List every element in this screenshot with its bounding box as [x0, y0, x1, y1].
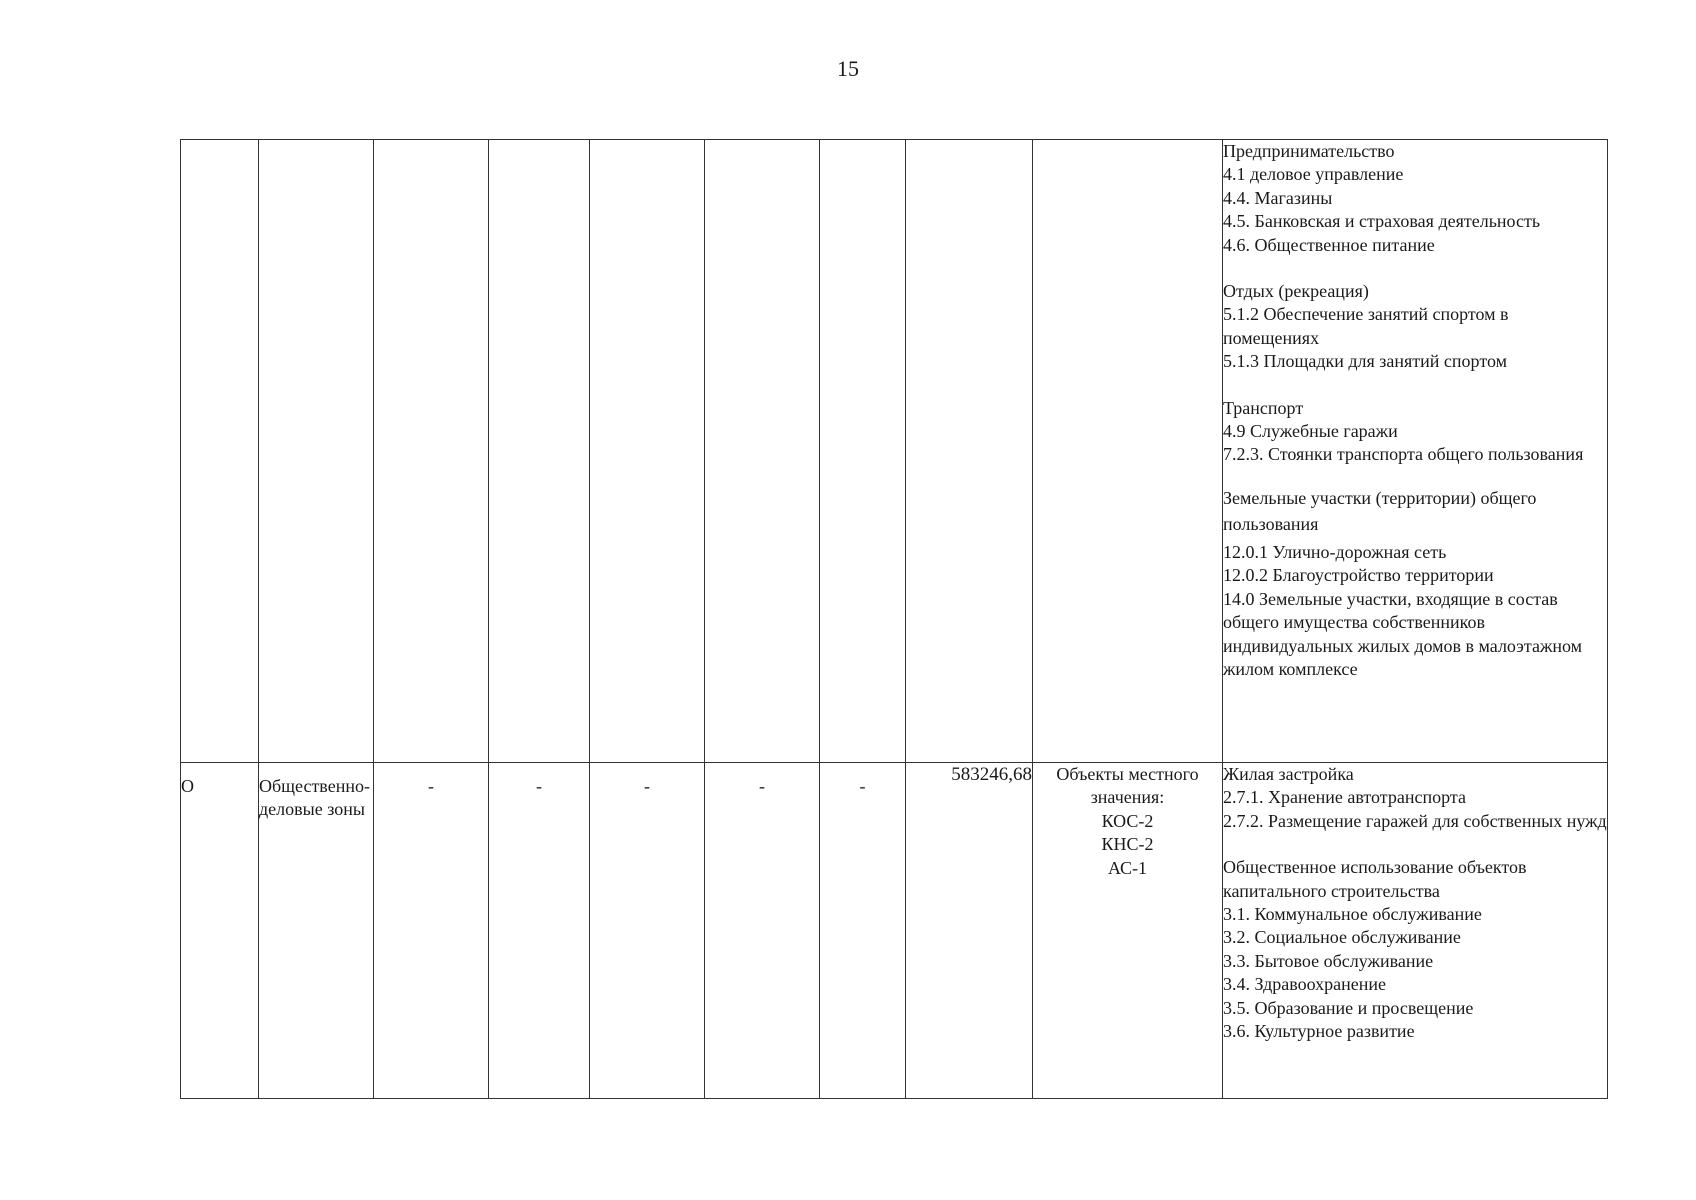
use-group-heading: Транспорт — [1223, 397, 1304, 418]
use-group — [1223, 397, 1607, 467]
use-group — [1223, 485, 1607, 681]
use-item: 4.1 деловое управление — [1223, 164, 1404, 185]
local-objects-cell — [1033, 763, 1223, 1099]
area-cell: 583246,68 — [906, 763, 1033, 1099]
page-number: 15 — [837, 56, 859, 81]
use-group-heading: Предпринимательство — [1223, 141, 1395, 161]
table-cell-empty — [906, 140, 1033, 763]
value-cell: - — [489, 763, 590, 1099]
use-item: 3.3. Бытовое обслуживание — [1223, 950, 1434, 971]
use-item: 5.1.3 Площадки для занятий спортом — [1223, 351, 1507, 372]
use-item: 12.0.2 Благоустройство территории — [1223, 565, 1494, 586]
use-item: 2.7.1. Хранение автотранспорта — [1223, 787, 1466, 808]
value-cell: - — [705, 763, 820, 1099]
use-group-heading: Общественное использование объектов капитального строительства — [1223, 857, 1527, 901]
use-group-heading: Земельные участки (территории) общего пользования — [1223, 487, 1537, 534]
local-objects-title: Объекты местного значения: — [1056, 764, 1199, 808]
use-item: 5.1.2 Обеспечение занятий спортом в помещениях — [1223, 304, 1509, 348]
use-group — [1223, 280, 1607, 374]
table-row — [181, 763, 1608, 1099]
use-item: 4.6. Общественное питание — [1223, 234, 1435, 255]
use-item: 7.2.3. Стоянки транспорта общего пользования — [1223, 444, 1584, 465]
use-item: 4.9 Служебные гаражи — [1223, 421, 1398, 442]
use-group — [1223, 856, 1607, 1043]
table-cell-empty — [374, 140, 489, 763]
use-item: 4.5. Банковская и страховая деятельность — [1223, 211, 1541, 232]
use-group-heading: Жилая застройка — [1223, 764, 1354, 784]
table-cell-empty — [590, 140, 705, 763]
use-item: 14.0 Земельные участки, входящие в состав общего имущества собственников индивидуальных жилых домов в малоэтажном жилом комплексе — [1223, 588, 1583, 679]
use-item: 2.7.2. Размещение гаражей для собственных нужд — [1223, 810, 1607, 831]
permitted-uses-cell — [1223, 140, 1608, 763]
table-cell-empty — [820, 140, 906, 763]
zone-code-cell: О — [181, 763, 259, 1099]
permitted-uses-cell — [1223, 763, 1608, 1099]
use-item: 3.4. Здравоохранение — [1223, 974, 1387, 995]
table-cell-empty — [259, 140, 374, 763]
use-item: 12.0.1 Улично-дорожная сеть — [1223, 541, 1447, 562]
table-cell-empty — [181, 140, 259, 763]
local-object-item: КНС-2 — [1101, 834, 1154, 855]
value-cell: - — [590, 763, 705, 1099]
use-item: 3.5. Образование и просвещение — [1223, 997, 1474, 1018]
table-row — [181, 140, 1608, 763]
use-group — [1223, 140, 1607, 257]
use-item: 3.1. Коммунальное обслуживание — [1223, 904, 1482, 925]
use-item: 4.4. Магазины — [1223, 187, 1333, 208]
use-item: 3.2. Социальное обслуживание — [1223, 927, 1461, 948]
use-group — [1223, 763, 1607, 833]
use-item: 3.6. Культурное развитие — [1223, 1021, 1415, 1042]
local-object-item: АС-1 — [1107, 857, 1148, 878]
local-object-item: КОС-2 — [1101, 810, 1154, 831]
zones-table — [180, 139, 1608, 1099]
use-group-heading: Отдых (рекреация) — [1223, 281, 1369, 302]
value-cell: - — [820, 763, 906, 1099]
zone-name-cell: Общественно-деловые зоны — [259, 763, 374, 1099]
value-cell: - — [374, 763, 489, 1099]
table-cell-empty — [705, 140, 820, 763]
table-cell-empty — [1033, 140, 1223, 763]
table-cell-empty — [489, 140, 590, 763]
